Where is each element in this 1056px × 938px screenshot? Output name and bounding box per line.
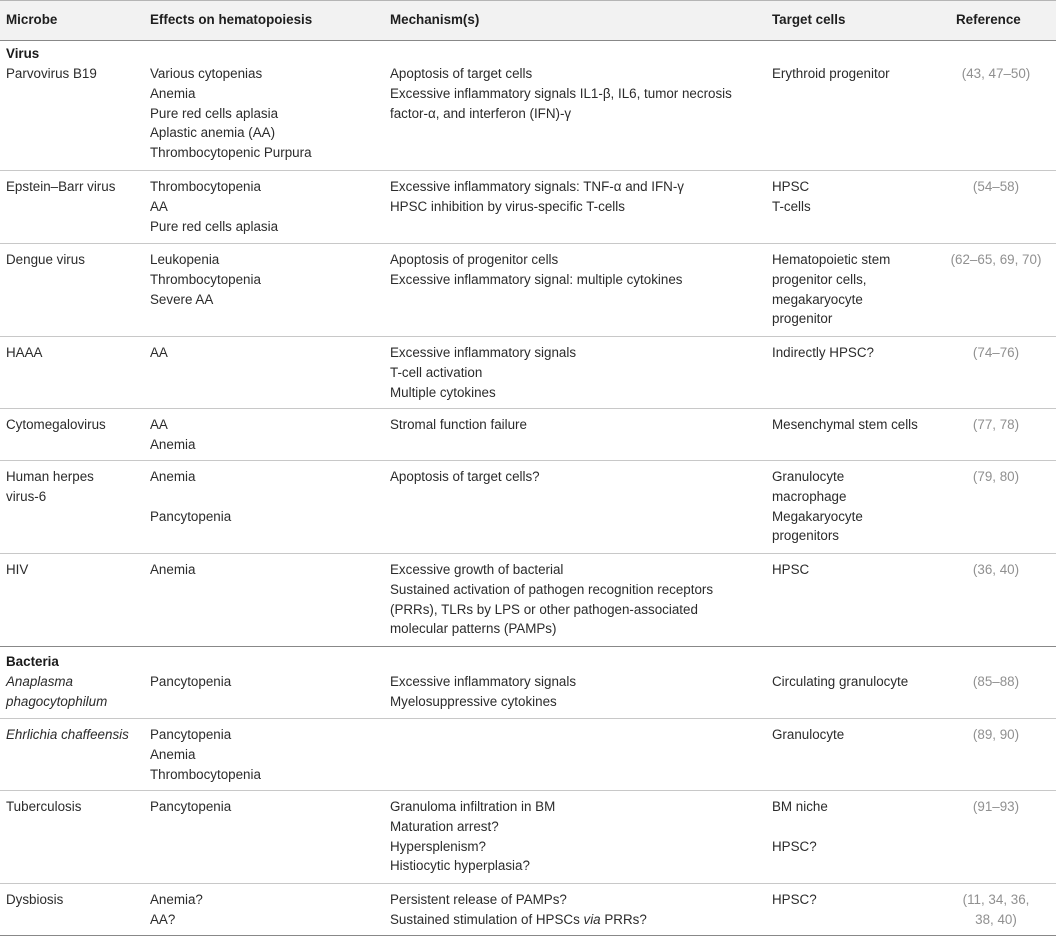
mechanism-item: Maturation arrest? xyxy=(390,818,499,834)
targets-cell xyxy=(772,560,932,580)
effect-item: AA xyxy=(150,417,168,432)
effects-cell xyxy=(150,797,386,817)
mechanism-item: Myelosuppressive cytokines xyxy=(390,693,557,709)
target-item: Granulocyte xyxy=(772,469,845,484)
reference-text: (91–93) xyxy=(972,799,1020,814)
targets-cell xyxy=(772,890,932,910)
mechanisms-cell xyxy=(390,560,768,639)
reference-text: (43, 47–50) xyxy=(961,66,1031,81)
reference-cell xyxy=(938,343,1054,363)
microbe-name: Parvovirus B19 xyxy=(6,66,97,81)
reference-cell xyxy=(938,560,1054,580)
effect-item: Thrombocytopenia xyxy=(150,271,261,287)
table-row xyxy=(0,337,1056,409)
table-row xyxy=(0,244,1056,337)
effect-item: Severe AA xyxy=(150,291,214,307)
effect-item: Pancytopenia xyxy=(150,799,232,814)
effect-spacer xyxy=(150,487,386,507)
effect-item: Pure red cells aplasia xyxy=(150,218,279,234)
target-item: T-cells xyxy=(772,198,811,214)
mechanisms-cell xyxy=(390,467,768,487)
effects-cell xyxy=(150,560,386,580)
target-item: Mesenchymal stem cells xyxy=(772,417,918,432)
mechanism-item: Apoptosis of target cells? xyxy=(390,469,540,484)
mechanism-item: Histiocytic hyperplasia? xyxy=(390,858,530,874)
microbe-cell xyxy=(6,890,144,910)
targets-cell xyxy=(772,797,932,856)
table-row xyxy=(0,58,1056,171)
effect-item: Aplastic anemia (AA) xyxy=(150,125,276,141)
mechanism-item: Apoptosis of target cells xyxy=(390,66,533,81)
effect-item: AA xyxy=(150,198,168,214)
microbe-name: HAAA xyxy=(6,345,43,360)
targets-cell xyxy=(772,343,932,363)
reference-cell xyxy=(938,177,1054,197)
effect-item: Anemia xyxy=(150,746,196,762)
reference-cell xyxy=(938,415,1054,435)
mechanisms-cell xyxy=(390,797,768,876)
target-item: Circulating granulocyte xyxy=(772,674,909,689)
targets-cell xyxy=(772,64,932,84)
microbe-name: Tuberculosis xyxy=(6,799,82,814)
microbe-cell xyxy=(6,177,144,197)
mechanism-item: Excessive growth of bacterial xyxy=(390,562,564,577)
mechanism-item: factor-α, and interferon (IFN)-γ xyxy=(390,105,572,121)
target-item: megakaryocyte xyxy=(772,291,863,307)
table-row xyxy=(0,666,1056,719)
section-virus: Virus xyxy=(6,46,40,61)
effect-item: Thrombocytopenia xyxy=(150,179,261,194)
effect-item: Thrombocytopenic Purpura xyxy=(150,145,312,161)
effect-item: Leukopenia xyxy=(150,252,220,267)
reference-text: (54–58) xyxy=(972,179,1020,194)
header-microbe: Microbe xyxy=(6,12,58,27)
mechanism-item: Excessive inflammatory signals: TNF-α and IFN-γ xyxy=(390,179,684,194)
effect-item: Pancytopenia xyxy=(150,508,232,524)
reference-cell xyxy=(938,890,1054,930)
mechanism-item: Hypersplenism? xyxy=(390,838,487,854)
mechanism-item: Sustained activation of pathogen recognition receptors xyxy=(390,581,714,597)
header-targets: Target cells xyxy=(772,12,846,27)
mechanism-item: Multiple cytokines xyxy=(390,384,496,400)
table-row xyxy=(0,884,1056,936)
mechanism-item: HPSC inhibition by virus-specific T-cells xyxy=(390,198,625,214)
target-item: Hematopoietic stem xyxy=(772,252,891,267)
table-row xyxy=(0,791,1056,884)
mechanism-item: (PRRs), TLRs by LPS or other pathogen-associated xyxy=(390,601,698,617)
mechanisms-cell xyxy=(390,890,768,930)
targets-cell xyxy=(772,177,932,217)
microbe-cell xyxy=(6,64,144,84)
effect-item: Various cytopenias xyxy=(150,66,263,81)
header-mechanisms: Mechanism(s) xyxy=(390,12,480,27)
target-spacer xyxy=(772,817,932,837)
microbe-cell xyxy=(6,672,144,712)
target-item: progenitor cells, xyxy=(772,271,867,287)
table-row xyxy=(0,554,1056,647)
microbe-cell xyxy=(6,560,144,580)
mechanisms-cell xyxy=(390,672,768,712)
targets-cell xyxy=(772,415,932,435)
microbe-cell xyxy=(6,797,144,817)
reference-text: (74–76) xyxy=(972,345,1020,360)
effects-cell xyxy=(150,725,386,784)
target-item: Granulocyte xyxy=(772,727,845,742)
table-row xyxy=(0,409,1056,461)
table-row xyxy=(0,171,1056,244)
mechanism-item: T-cell activation xyxy=(390,364,483,380)
mechanism-item: Persistent release of PAMPs? xyxy=(390,892,567,907)
target-item: Megakaryocyte xyxy=(772,508,863,524)
effect-item: Anemia? xyxy=(150,892,203,907)
effects-cell xyxy=(150,343,386,363)
mechanisms-cell xyxy=(390,177,768,217)
reference-cell xyxy=(938,467,1054,487)
microbe-name: phagocytophilum xyxy=(6,693,108,709)
targets-cell xyxy=(772,672,932,692)
targets-cell xyxy=(772,250,932,329)
mechanism-item: Excessive inflammatory signal: multiple cytokines xyxy=(390,271,683,287)
reference-text: (11, 34, 36, xyxy=(962,892,1030,907)
effect-item: Thrombocytopenia xyxy=(150,766,261,782)
header-effects: Effects on hematopoiesis xyxy=(150,12,313,27)
targets-cell xyxy=(772,725,932,745)
reference-cell xyxy=(938,797,1054,817)
reference-text: (36, 40) xyxy=(972,562,1020,577)
effects-cell xyxy=(150,64,386,163)
target-item: Indirectly HPSC? xyxy=(772,345,874,360)
mechanisms-cell xyxy=(390,343,768,402)
microbe-cell xyxy=(6,343,144,363)
header-reference: Reference xyxy=(956,12,1021,27)
mechanisms-cell xyxy=(390,250,768,290)
effect-item: Anemia xyxy=(150,562,196,577)
microbe-cell xyxy=(6,415,144,435)
microbe-cell xyxy=(6,467,144,507)
mechanism-item: Excessive inflammatory signals IL1-β, IL6, tumor necrosis xyxy=(390,85,732,101)
target-item: BM niche xyxy=(772,799,828,814)
reference-cell xyxy=(938,725,1054,745)
effects-cell xyxy=(150,177,386,236)
microbe-name: Cytomegalovirus xyxy=(6,417,106,432)
effects-cell xyxy=(150,890,386,930)
microbe-name: Ehrlichia chaffeensis xyxy=(6,727,129,742)
reference-text: (62–65, 69, 70) xyxy=(950,252,1042,267)
mechanism-item: Excessive inflammatory signals xyxy=(390,674,577,689)
target-item: progenitor xyxy=(772,311,833,327)
effect-item: Anemia xyxy=(150,469,196,484)
target-item: progenitors xyxy=(772,528,839,544)
mechanism-item: Sustained stimulation of HPSCs via PRRs? xyxy=(390,911,647,927)
mechanism-item: Apoptosis of progenitor cells xyxy=(390,252,559,267)
effects-cell xyxy=(150,250,386,309)
reference-cell xyxy=(938,64,1054,84)
microbe-name: Anaplasma xyxy=(6,674,73,689)
reference-text: (77, 78) xyxy=(972,417,1020,432)
reference-text: (85–88) xyxy=(972,674,1020,689)
reference-cell xyxy=(938,672,1054,692)
effects-cell xyxy=(150,467,386,526)
mechanisms-cell xyxy=(390,64,768,123)
reference-text: (89, 90) xyxy=(972,727,1020,742)
effect-item: Anemia xyxy=(150,436,196,452)
target-item: HPSC xyxy=(772,562,810,577)
microbe-name: Epstein–Barr virus xyxy=(6,179,116,194)
effect-item: Anemia xyxy=(150,85,196,101)
target-item: Erythroid progenitor xyxy=(772,66,890,81)
microbe-cell xyxy=(6,725,144,745)
effect-item: Pure red cells aplasia xyxy=(150,105,279,121)
effect-item: AA xyxy=(150,345,168,360)
reference-text: 38, 40) xyxy=(975,911,1017,927)
effect-item: AA? xyxy=(150,911,176,927)
target-item: macrophage xyxy=(772,488,847,504)
effect-item: Pancytopenia xyxy=(150,727,232,742)
emphasis-text: via xyxy=(583,911,601,927)
microbe-name: Dysbiosis xyxy=(6,892,64,907)
section-bacteria: Bacteria xyxy=(6,654,59,669)
mechanisms-cell xyxy=(390,415,768,435)
microbe-cell xyxy=(6,250,144,270)
mechanism-item: Granuloma infiltration in BM xyxy=(390,799,556,814)
mechanism-item: Excessive inflammatory signals xyxy=(390,345,577,360)
mechanism-item: molecular patterns (PAMPs) xyxy=(390,621,557,637)
effects-cell xyxy=(150,415,386,455)
reference-cell xyxy=(938,250,1054,270)
effects-cell xyxy=(150,672,386,692)
reference-text: (79, 80) xyxy=(972,469,1020,484)
mechanism-item: Stromal function failure xyxy=(390,417,527,432)
target-item: HPSC? xyxy=(772,838,817,854)
targets-cell xyxy=(772,467,932,546)
microbe-name: HIV xyxy=(6,562,29,577)
target-item: HPSC? xyxy=(772,892,817,907)
microbe-name: virus-6 xyxy=(6,488,47,504)
effect-item: Pancytopenia xyxy=(150,674,232,689)
microbe-name: Dengue virus xyxy=(6,252,85,267)
target-item: HPSC xyxy=(772,179,810,194)
table-header xyxy=(0,0,1056,41)
table-row xyxy=(0,461,1056,554)
microbe-name: Human herpes xyxy=(6,469,94,484)
table-row xyxy=(0,719,1056,791)
